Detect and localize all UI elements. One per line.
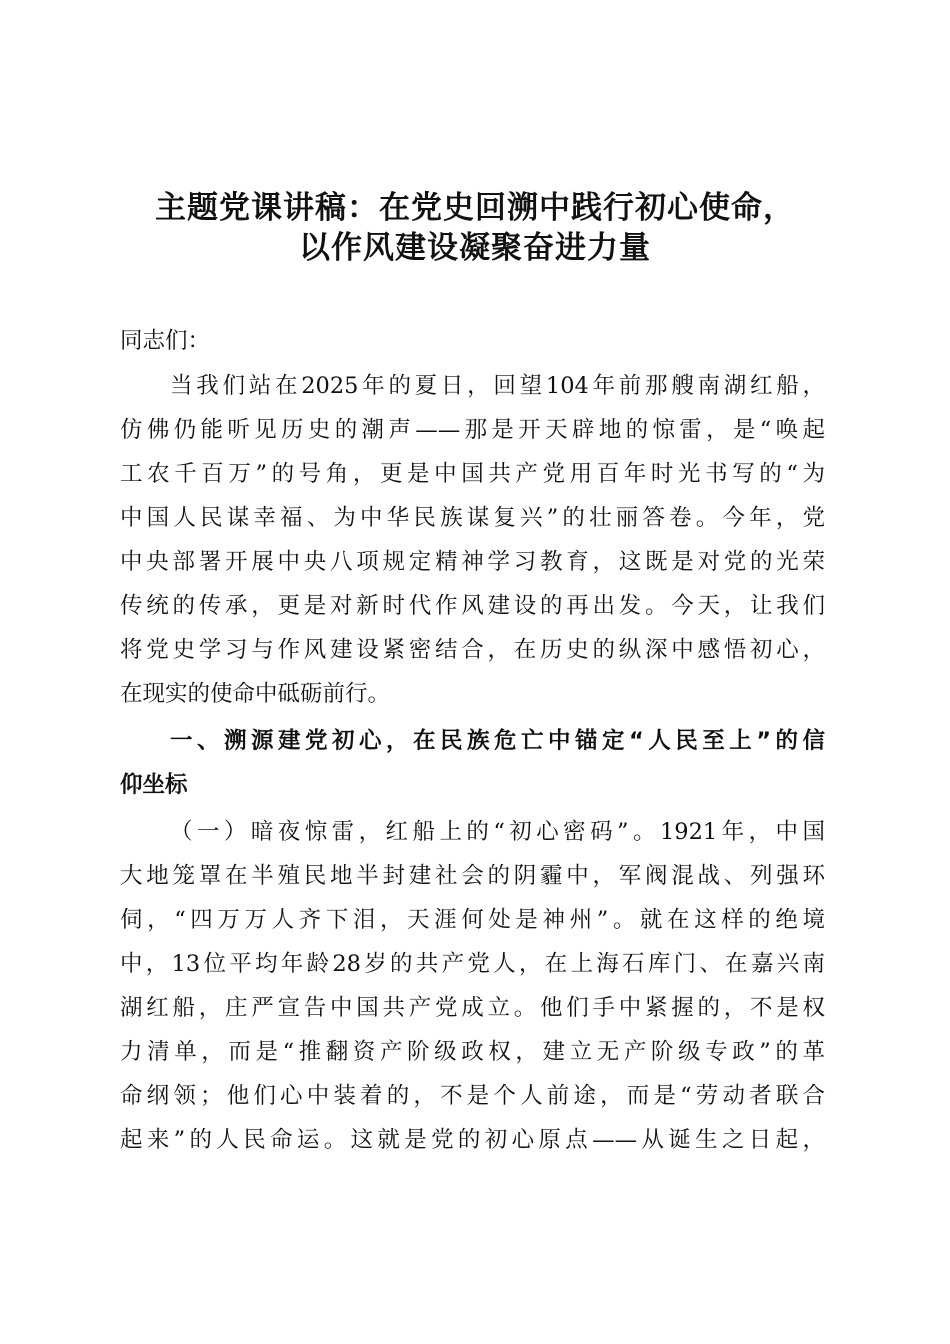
section-heading-line: 一、溯源建党初心，在民族危亡中锚定“人民至上”的信 [170,728,825,754]
subsection-paragraph-line: （一）暗夜惊雷，红船上的“初心密码”。1921年，中国 [170,819,825,845]
salutation: 同志们： [120,328,211,354]
intro-paragraph-line: 中央部署开展中央八项规定精神学习教育，这既是对党的光荣 [120,549,825,575]
subsection-paragraph-line: 起来”的人民命运。这就是党的初心原点——从诞生之日起， [120,1127,825,1153]
intro-paragraph-line: 在现实的使命中砥砺前行。 [120,681,391,707]
intro-paragraph-line: 将党史学习与作风建设紧密结合，在历史的纵深中感悟初心， [120,637,825,663]
section-heading-line: 仰坐标 [120,772,188,798]
intro-paragraph-line: 当我们站在2025年的夏日，回望104年前那艘南湖红船， [170,373,825,399]
intro-paragraph-line: 仿佛仍能听见历史的潮声——那是开天辟地的惊雷，是“唤起 [120,417,825,443]
document-title-line-1: 主题党课讲稿：在党史回溯中践行初心使命， [155,190,795,226]
subsection-paragraph-line: 力清单，而是“推翻资产阶级政权，建立无产阶级专政”的革 [120,1039,825,1065]
subsection-paragraph-line: 命纲领；他们心中装着的，不是个人前途，而是“劳动者联合 [120,1083,825,1109]
subsection-paragraph-line: 伺，“四万万人齐下泪，天涯何处是神州”。就在这样的绝境 [120,907,825,933]
subsection-paragraph-line: 大地笼罩在半殖民地半封建社会的阴霾中，军阀混战、列强环 [120,863,825,889]
intro-paragraph-line: 工农千百万”的号角，更是中国共产党用百年时光书写的“为 [120,461,825,487]
subsection-paragraph-line: 中，13位平均年龄28岁的共产党人，在上海石库门、在嘉兴南 [120,951,825,977]
subsection-paragraph-line: 湖红船，庄严宣告中国共产党成立。他们手中紧握的，不是权 [120,995,825,1021]
intro-paragraph-line: 中国人民谋幸福、为中华民族谋复兴”的壮丽答卷。今年，党 [120,505,825,531]
document-title-line-2: 以作风建设凝聚奋进力量 [299,230,651,266]
intro-paragraph-line: 传统的传承，更是对新时代作风建设的再出发。今天，让我们 [120,593,825,619]
